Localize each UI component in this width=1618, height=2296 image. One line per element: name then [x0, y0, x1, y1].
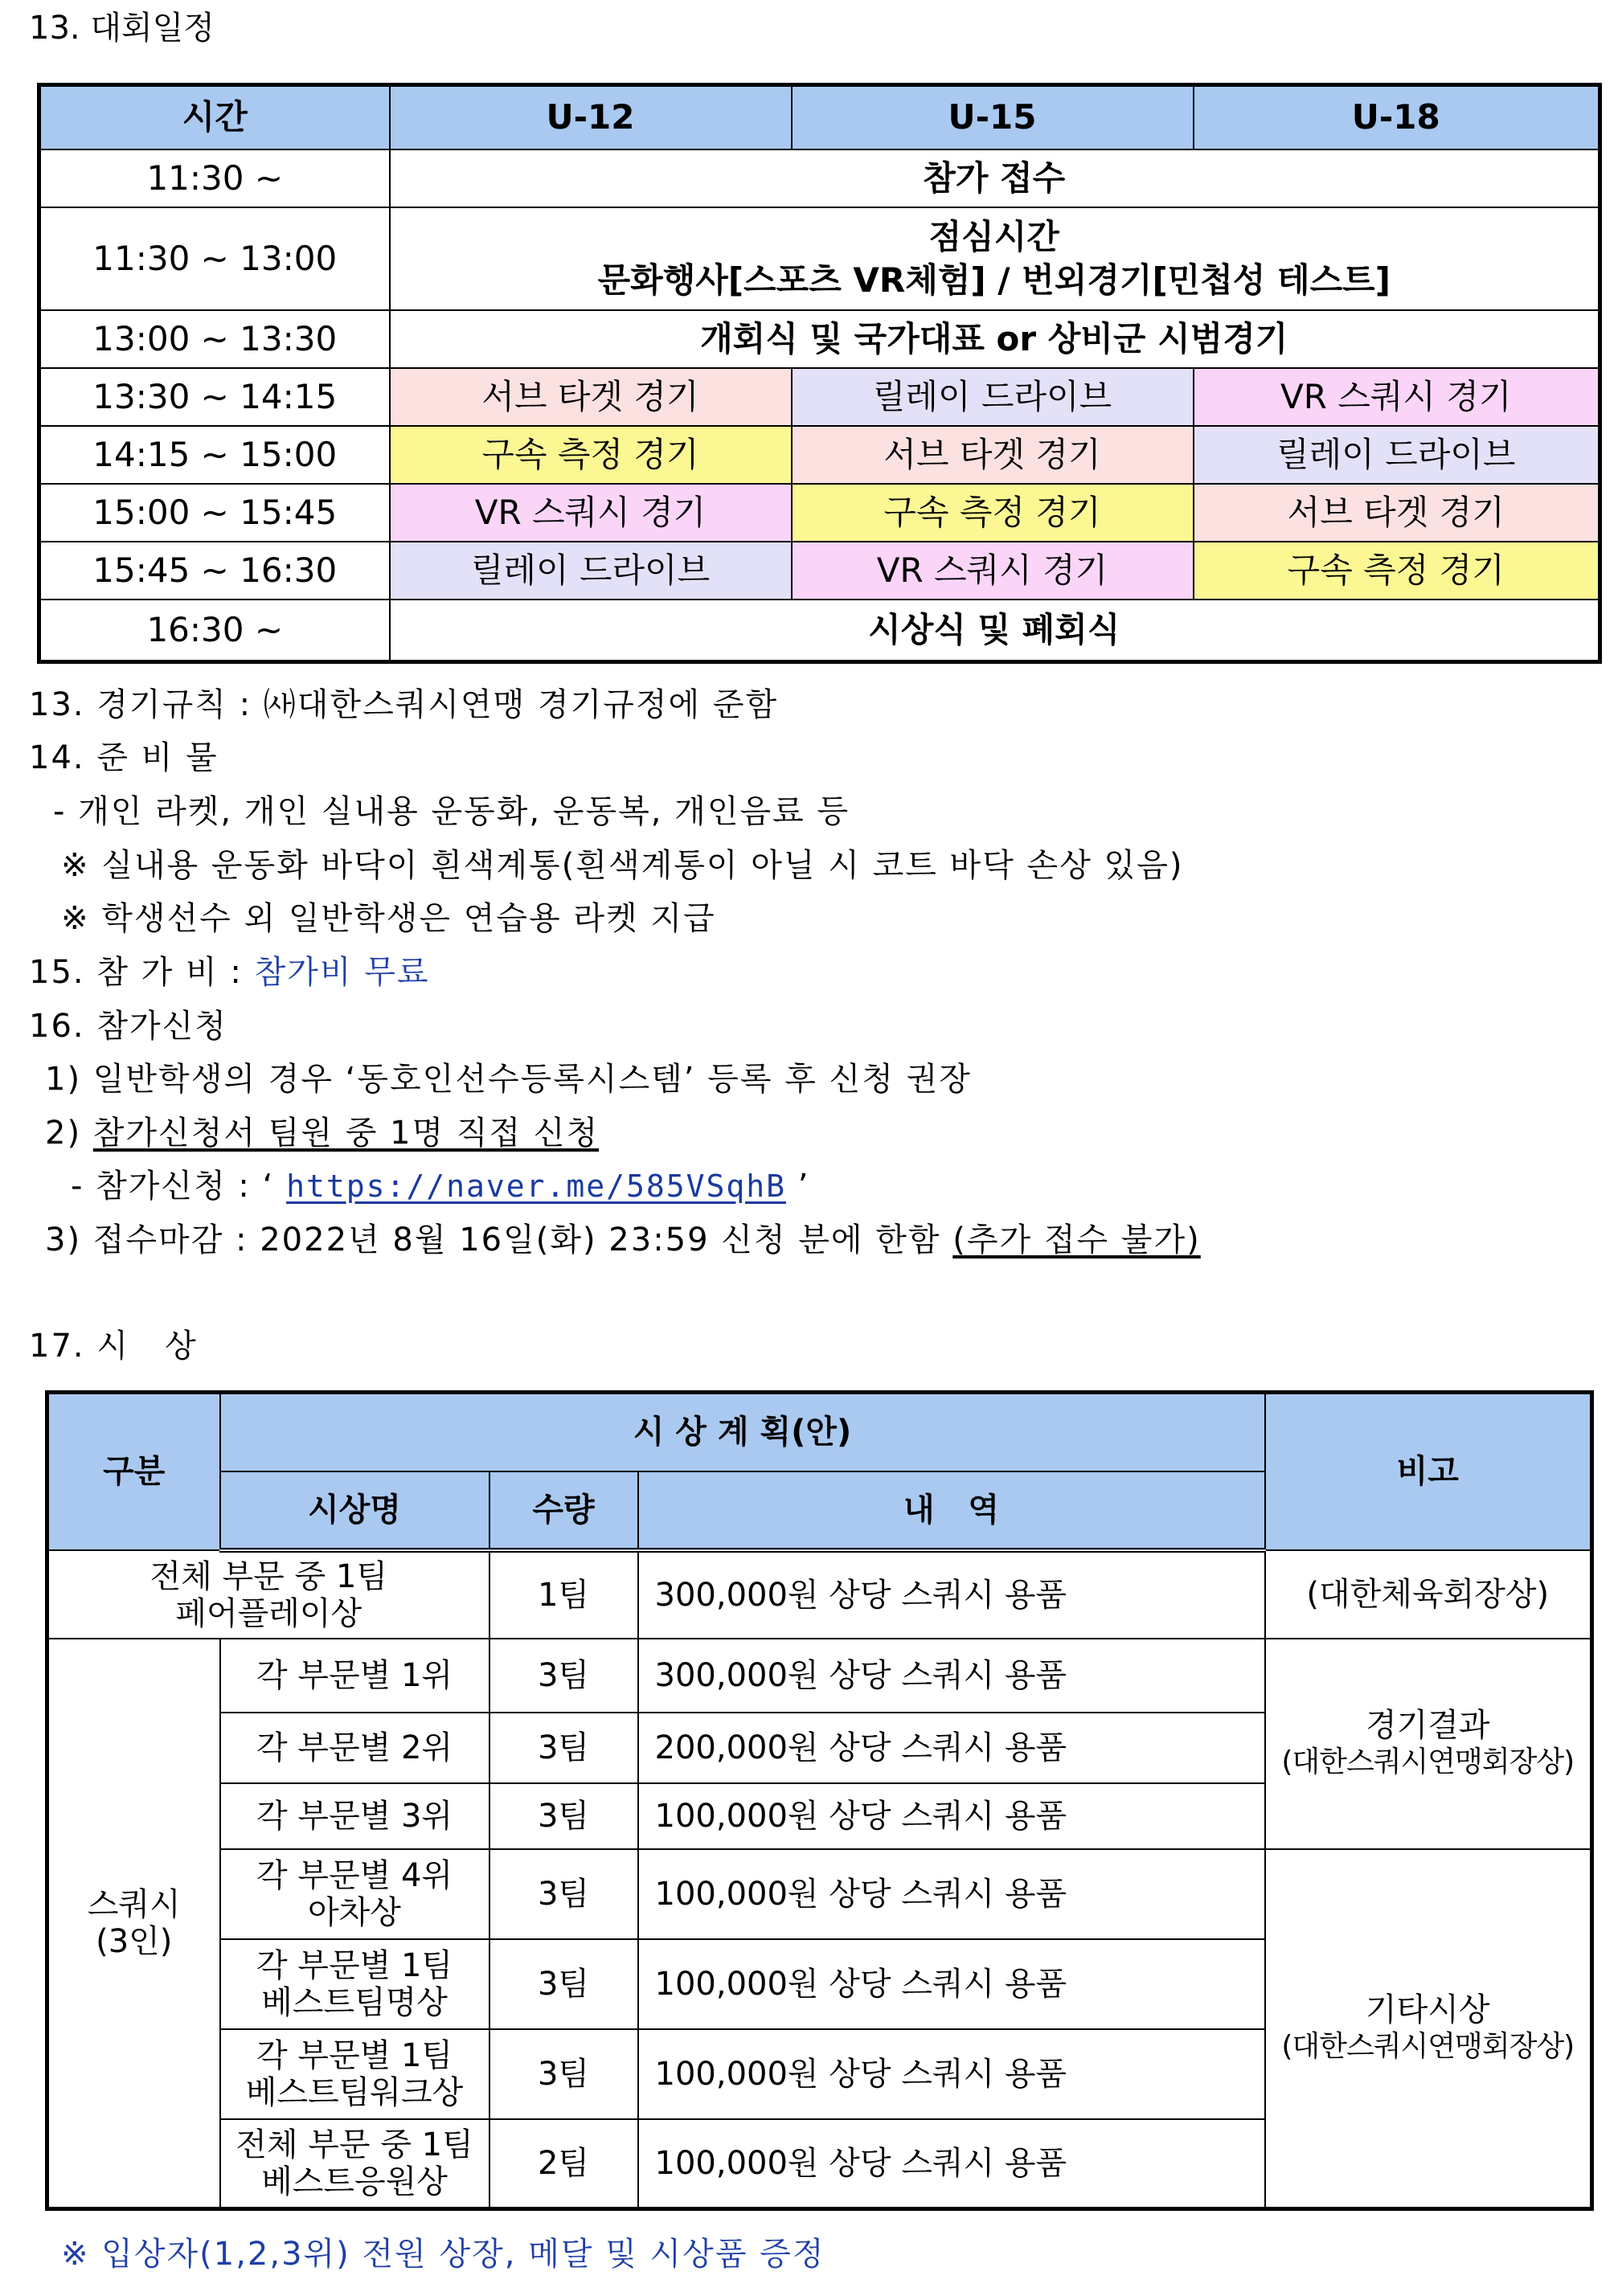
- schedule-cell: VR 스쿼시 경기: [792, 542, 1194, 600]
- awards-header-plan: 시 상 계 획(안): [220, 1393, 1265, 1471]
- apply-item-2: [45, 1113, 599, 1153]
- award-name-line2: 베스트팀명상: [261, 1983, 448, 2021]
- apply-link-close: ’: [797, 1168, 810, 1205]
- fee-line: [29, 952, 430, 992]
- schedule-closing: 시상식 및 폐회식: [390, 600, 1600, 662]
- award-detail: 300,000원 상당 스쿼시 용품: [638, 1639, 1265, 1713]
- award-name-line1: 전체 부문 중 1팀: [236, 2126, 473, 2163]
- apply-item-2-number: 2): [45, 1115, 82, 1152]
- schedule-cell: 서브 타겟 경기: [1194, 484, 1600, 542]
- award-qty: 3팀: [489, 1783, 638, 1849]
- award-qty: 3팀: [489, 2029, 638, 2119]
- awards-header-group: 구분: [47, 1393, 220, 1550]
- schedule-time: 16:30 ~: [39, 600, 390, 662]
- award-note: (대한체육회장상): [1265, 1550, 1592, 1639]
- prep-heading: 14. 준 비 물: [29, 739, 219, 776]
- schedule-header-row: [39, 85, 1600, 149]
- schedule-header-u12: U-12: [390, 85, 792, 149]
- awards-header-detail: 내 역: [638, 1471, 1265, 1550]
- apply-item-3: [45, 1220, 1201, 1260]
- award-detail: 100,000원 상당 스쿼시 용품: [638, 2029, 1265, 2119]
- schedule-opening: 개회식 및 국가대표 or 상비군 시범경기: [390, 310, 1600, 368]
- award-note-line1: 기타시상: [1366, 1991, 1490, 2028]
- schedule-registration: 참가 접수: [390, 149, 1600, 207]
- award-name: 각 부문별 1위: [220, 1639, 489, 1713]
- award-name-line1: 각 부문별 1팀: [256, 1946, 453, 1984]
- awards-heading: 17. 시 상: [29, 1328, 198, 1365]
- schedule-lunch-events: 문화행사[스포츠 VR체험] / 번외경기[민첩성 테스트]: [597, 260, 1391, 300]
- award-name: [220, 2119, 489, 2209]
- schedule-cell: 구속 측정 경기: [1194, 542, 1600, 600]
- schedule-cell: 릴레이 드라이브: [1194, 426, 1600, 484]
- apply-link[interactable]: https://naver.me/585VSqhB: [286, 1168, 787, 1204]
- schedule-row: [39, 600, 1600, 662]
- award-group: [47, 1639, 220, 2209]
- awards-header-note: 비고: [1265, 1393, 1592, 1550]
- prep-item: ※ 학생선수 외 일반학생은 연습용 라켓 지급: [61, 900, 716, 937]
- schedule-lunch-title: 점심시간: [928, 216, 1059, 256]
- schedule-time: 15:45 ~ 16:30: [39, 542, 390, 600]
- apply-item-1: 1) 일반학생의 경우 ‘동호인선수등록시스템’ 등록 후 신청 권장: [45, 1061, 972, 1098]
- award-name-line1: 각 부문별 1팀: [256, 2036, 453, 2074]
- awards-header-qty: 수량: [489, 1471, 638, 1550]
- award-name-line2: 베스트팀워크상: [245, 2073, 464, 2111]
- apply-item-2-text: 참가신청서 팀원 중 1명 직접 신청: [92, 1115, 600, 1152]
- award-detail: 100,000원 상당 스쿼시 용품: [638, 2119, 1265, 2209]
- schedule-table: [37, 83, 1602, 664]
- fee-label: 15. 참 가 비 :: [29, 954, 243, 991]
- award-name: [220, 2029, 489, 2119]
- fee-value: 참가비 무료: [254, 954, 430, 991]
- schedule-cell: 릴레이 드라이브: [390, 542, 792, 600]
- award-qty: 1팀: [489, 1550, 638, 1639]
- award-group-line1: 스쿼시: [87, 1885, 181, 1923]
- schedule-row: [39, 426, 1600, 484]
- awards-header-name: 시상명: [220, 1471, 489, 1550]
- schedule-cell: 릴레이 드라이브: [792, 368, 1194, 426]
- award-note-results: [1265, 1639, 1592, 1849]
- award-qty: 3팀: [489, 1639, 638, 1713]
- award-name: [220, 1939, 489, 2029]
- prep-item: - 개인 라켓, 개인 실내용 운동화, 운동복, 개인음료 등: [53, 793, 850, 830]
- apply-link-line: [71, 1166, 809, 1206]
- award-detail: 100,000원 상당 스쿼시 용품: [638, 1849, 1265, 1939]
- award-name-line2: 페어플레이상: [175, 1594, 363, 1632]
- apply-deadline-note: (추가 접수 불가): [952, 1222, 1201, 1259]
- schedule-time: 13:00 ~ 13:30: [39, 310, 390, 368]
- schedule-row: [39, 484, 1600, 542]
- award-name: [47, 1550, 489, 1639]
- table-row: [47, 1849, 1592, 1939]
- schedule-cell: VR 스쿼시 경기: [390, 484, 792, 542]
- apply-deadline: 3) 접수마감 : 2022년 8월 16일(화) 23:59 신청 분에 한함: [45, 1222, 941, 1259]
- schedule-cell: 구속 측정 경기: [792, 484, 1194, 542]
- award-detail: 300,000원 상당 스쿼시 용품: [638, 1550, 1265, 1639]
- schedule-lunch: [390, 207, 1600, 310]
- award-note-line1: 경기결과: [1366, 1706, 1490, 1744]
- schedule-cell: 구속 측정 경기: [390, 426, 792, 484]
- schedule-row: [39, 310, 1600, 368]
- awards-table: [45, 1390, 1594, 2211]
- award-detail: 200,000원 상당 스쿼시 용품: [638, 1713, 1265, 1783]
- schedule-cell: 서브 타겟 경기: [390, 368, 792, 426]
- award-name: [220, 1849, 489, 1939]
- prep-item: ※ 실내용 운동화 바닥이 흰색계통(흰색계통이 아닐 시 코트 바닥 손상 있음): [61, 847, 1184, 884]
- apply-heading: 16. 참가신청: [29, 1008, 227, 1045]
- award-group-line2: (3인): [96, 1922, 173, 1960]
- schedule-cell: 서브 타겟 경기: [792, 426, 1194, 484]
- award-note-other: [1265, 1849, 1592, 2209]
- award-qty: 3팀: [489, 1939, 638, 2029]
- award-name: 각 부문별 3위: [220, 1783, 489, 1849]
- award-detail: 100,000원 상당 스쿼시 용품: [638, 1939, 1265, 2029]
- schedule-time: 14:15 ~ 15:00: [39, 426, 390, 484]
- schedule-heading: 13. 대회일정: [29, 10, 215, 47]
- awards-header-row: [47, 1393, 1592, 1471]
- award-note-line2: (대한스쿼시연맹회장상): [1281, 2029, 1575, 2063]
- schedule-header-time: 시간: [39, 85, 390, 149]
- schedule-header-u18: U-18: [1194, 85, 1600, 149]
- award-qty: 3팀: [489, 1849, 638, 1939]
- schedule-cell: VR 스쿼시 경기: [1194, 368, 1600, 426]
- award-name: 각 부문별 2위: [220, 1713, 489, 1783]
- schedule-time: 11:30 ~ 13:00: [39, 207, 390, 310]
- schedule-row: [39, 542, 1600, 600]
- schedule-time: 11:30 ~: [39, 149, 390, 207]
- award-name-line2: 아차상: [308, 1893, 401, 1931]
- schedule-row: [39, 149, 1600, 207]
- table-row: [47, 1639, 1592, 1713]
- award-qty: 2팀: [489, 2119, 638, 2209]
- award-name-line1: 전체 부문 중 1팀: [150, 1557, 387, 1595]
- schedule-row: [39, 368, 1600, 426]
- schedule-row: [39, 207, 1600, 310]
- rules-line: 13. 경기규칙 : ㈔대한스쿼시연맹 경기규정에 준함: [29, 686, 779, 723]
- schedule-time: 13:30 ~ 14:15: [39, 368, 390, 426]
- award-name-line1: 각 부문별 4위: [256, 1856, 453, 1894]
- apply-link-label: - 참가신청 : ‘: [71, 1168, 275, 1205]
- awards-footer: ※ 입상자(1,2,3위) 전원 상장, 메달 및 시상품 증정: [61, 2236, 825, 2273]
- award-qty: 3팀: [489, 1713, 638, 1783]
- award-note-line2: (대한스쿼시연맹회장상): [1281, 1745, 1575, 1778]
- award-detail: 100,000원 상당 스쿼시 용품: [638, 1783, 1265, 1849]
- table-row: [47, 1550, 1592, 1639]
- schedule-time: 15:00 ~ 15:45: [39, 484, 390, 542]
- award-name-line2: 베스트응원상: [261, 2163, 448, 2200]
- schedule-header-u15: U-15: [792, 85, 1194, 149]
